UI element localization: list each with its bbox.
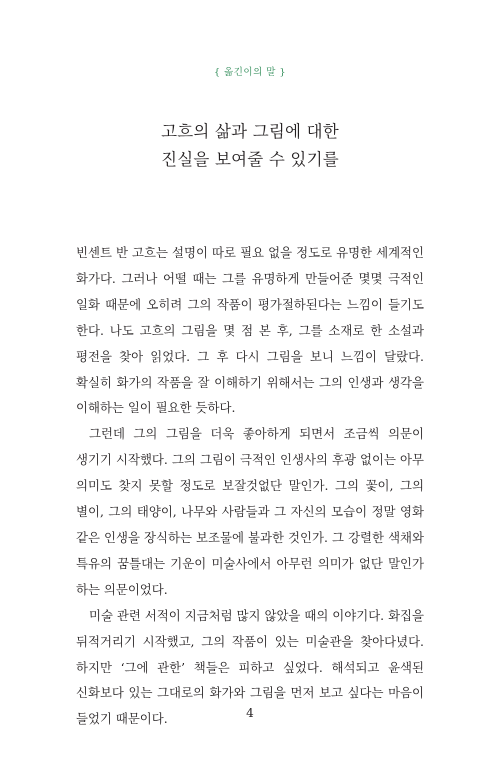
paragraph-1: 빈센트 반 고흐는 설명이 따로 필요 없을 정도로 유명한 세계적인 화가다. 그러나 어떨 때는 그를 유명하게 만들어준 몇몇 극적인 일화 때문에 오히려 그의 작품이 평가절하된다는 느낌이 들기도 한다. 나도 고흐의 그림을 몇 점 본 후, 그를 소재로 한 소설과 평전을 찾아 읽었다. 그 후 다시 그림을 보니 느낌이 달랐다. 확실히 화가의 작품을 잘 이해하기 위해서는 그의 인생과 생각을 이해하는 일이 필요한 듯하다. <box>76 245 424 416</box>
section-label: { 옮긴이의 말 } <box>213 67 287 78</box>
chapter-title-line-2: 진실을 보여줄 수 있기를 <box>161 150 339 169</box>
paragraph-3: 미술 관련 서적이 지금처럼 많지 않았을 때의 이야기다. 화집을 뒤적거리기 시작했고, 그의 작품이 있는 미술관을 찾아다녔다. 하지만 ‘그에 관한’ 책들은 피하고 싶었다. 해석되고 윤색된 신화보다 있는 그대로의 화가와 그림을 먼저 보고 싶다는 마음이 들었기 때문이다. <box>76 607 424 727</box>
paragraph-2: 그런데 그의 그림을 더욱 좋아하게 되면서 조금씩 의문이 생기기 시작했다. 그의 그림이 극적인 인생사의 후광 없이는 아무 의미도 찾지 못할 정도로 보잘것없단 말인가. 그의 꽃이, 그의 별이, 그의 태양이, 나무와 사람들과 그 자신의 모습이 정말 영화 같은 인생을 장식하는 보조물에 불과한 것인가. 그 강렬한 색채와 특유의 꿈틀대는 기운이 미술사에서 아무런 의미가 없단 말인가 하는 의문이었다. <box>76 426 424 597</box>
chapter-title-line-1: 고흐의 삶과 그림에 대한 <box>161 122 339 141</box>
page-number: 4 <box>246 706 254 720</box>
body-text <box>76 240 424 732</box>
